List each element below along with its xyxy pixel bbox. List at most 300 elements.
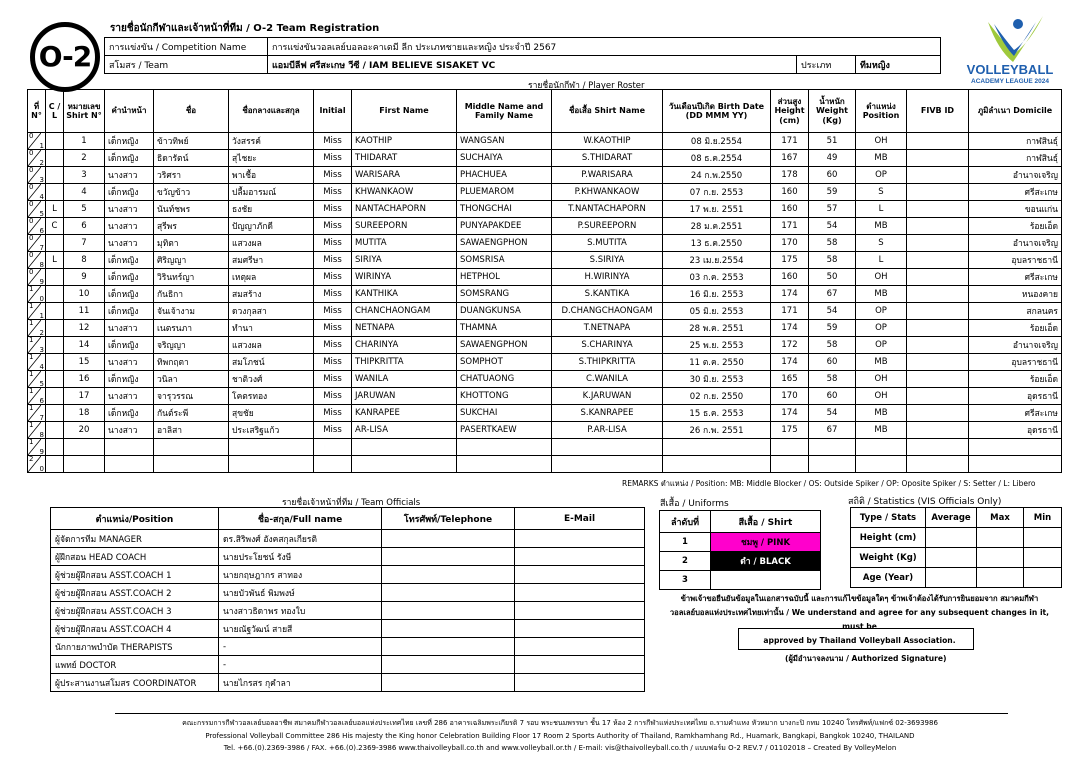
cell-stat-average: [926, 548, 977, 568]
row-number-digit-2: 4: [39, 363, 44, 371]
header-info-table: [104, 37, 941, 74]
form-code-logo: O-2: [30, 22, 100, 92]
cell-weight: 67: [809, 286, 856, 303]
cell-cl: [46, 133, 64, 150]
cell-first-name: SUREEPORN: [352, 218, 457, 235]
cell-domicile: [969, 439, 1062, 456]
table-row: [28, 303, 1062, 320]
cell-title: นางสาว: [105, 167, 154, 184]
cell-shirt-no: 5: [64, 201, 105, 218]
cell-official-position: นักกายภาพบำบัด THERAPISTS: [51, 638, 219, 656]
cell-family-name: PHACHUEA: [457, 167, 552, 184]
cell-domicile: กาฬสินธุ์: [969, 150, 1062, 167]
cell-cl: [46, 286, 64, 303]
row-number-digit-2: 0: [39, 295, 44, 303]
cell-name-th: ทิพกฤตา: [154, 354, 229, 371]
cell-uniform-color: ดำ / BLACK: [711, 552, 821, 571]
cell-position: L: [856, 252, 907, 269]
cell-fivb-id: [907, 388, 969, 405]
table-row: [28, 286, 1062, 303]
cell-fivb-id: [907, 184, 969, 201]
cell-name-th: ศิริญญา: [154, 252, 229, 269]
cell-fivb-id: [907, 269, 969, 286]
cell-first-name: JARUWAN: [352, 388, 457, 405]
cell-uniform-order: 2: [660, 552, 711, 571]
cell-weight: 67: [809, 422, 856, 439]
cell-initial: [314, 456, 352, 473]
table-row: [51, 620, 645, 638]
table-row: [28, 337, 1062, 354]
cell-shirt-no: 1: [64, 133, 105, 150]
cell-official-email: [515, 602, 645, 620]
cell-weight: 59: [809, 320, 856, 337]
cell-initial: Miss: [314, 252, 352, 269]
cell-family-name: [457, 439, 552, 456]
cell-fivb-id: [907, 405, 969, 422]
cell-name-th: จริญญา: [154, 337, 229, 354]
row-number-digit-2: 7: [39, 244, 44, 252]
col-weight: น้ำหนัก Weight (Kg): [809, 90, 856, 133]
col-first-name: First Name: [352, 90, 457, 133]
cell-first-name: MUTITA: [352, 235, 457, 252]
cell-domicile: ร้อยเอ็ด: [969, 320, 1062, 337]
logo-subtitle: ACADEMY LEAGUE 2024: [971, 78, 1049, 85]
cell-weight: 50: [809, 269, 856, 286]
cell-birth-date: 16 มิ.ย. 2553: [663, 286, 771, 303]
cell-initial: Miss: [314, 388, 352, 405]
cell-height: 175: [771, 252, 809, 269]
cell-shirt-name: S.KANRAPEE: [552, 405, 663, 422]
cell-shirt-name: D.CHANGCHAONGAM: [552, 303, 663, 320]
cell-weight: 54: [809, 303, 856, 320]
cell-family-name: PASERTKAEW: [457, 422, 552, 439]
cell-cl: [46, 150, 64, 167]
cell-surname-th: โคตรทอง: [229, 388, 314, 405]
row-number-digit-1: 0: [29, 166, 34, 174]
cell-domicile: ขอนแก่น: [969, 201, 1062, 218]
row-number-cell: [28, 439, 46, 456]
cell-shirt-no: 12: [64, 320, 105, 337]
remarks: REMARKS ตำแหน่ง / Position: MB: Middle Blocker / OS: Outside Spiker / OP: Oposite Spiker / S: Setter / L: Libero: [622, 479, 1036, 488]
cell-cl: [46, 439, 64, 456]
cell-official-email: [515, 638, 645, 656]
row-number-cell: [28, 388, 46, 405]
cell-official-name: นายไกรสร กุคำลา: [219, 674, 382, 692]
cell-official-position: ผู้ช่วยผู้ฝึกสอน ASST.COACH 4: [51, 620, 219, 638]
cell-name-th: จารุวรรณ: [154, 388, 229, 405]
cell-family-name: SOMSRISA: [457, 252, 552, 269]
cell-name-th: วริศรา: [154, 167, 229, 184]
table-row: [51, 602, 645, 620]
col-official-phone: โทรศัพท์/Telephone: [382, 508, 515, 530]
cell-shirt-name: T.NETNAPA: [552, 320, 663, 337]
cell-position: OP: [856, 167, 907, 184]
cell-position: MB: [856, 405, 907, 422]
cell-family-name: KHOTTONG: [457, 388, 552, 405]
cell-fivb-id: [907, 439, 969, 456]
cell-surname-th: สมสร้าง: [229, 286, 314, 303]
cell-name-th: ข้าวทิพย์: [154, 133, 229, 150]
cell-surname-th: [229, 456, 314, 473]
row-number-digit-1: 0: [29, 132, 34, 140]
cell-first-name: THIDARAT: [352, 150, 457, 167]
cell-birth-date: 11 ต.ค. 2550: [663, 354, 771, 371]
cell-cl: [46, 371, 64, 388]
cell-birth-date: 25 พ.ย. 2553: [663, 337, 771, 354]
table-row: [28, 252, 1062, 269]
col-stat-max: Max: [977, 508, 1024, 528]
competition-label: การแข่งขัน / Competition Name: [105, 38, 268, 56]
cell-surname-th: ทำนา: [229, 320, 314, 337]
cell-shirt-no: 4: [64, 184, 105, 201]
cell-cl: [46, 269, 64, 286]
uniforms-header-row: [660, 511, 821, 533]
table-row: [28, 218, 1062, 235]
col-shirt-no: หมายเลข Shirt N°: [64, 90, 105, 133]
cell-official-name: นายณัฐวัฒน์ สายสี: [219, 620, 382, 638]
cell-surname-th: ปลื้มอารมณ์: [229, 184, 314, 201]
cell-shirt-no: 14: [64, 337, 105, 354]
col-title: คำนำหน้า: [105, 90, 154, 133]
cell-birth-date: 03 ก.ค. 2553: [663, 269, 771, 286]
row-number-digit-1: 1: [29, 353, 34, 361]
cell-height: 174: [771, 286, 809, 303]
cell-fivb-id: [907, 422, 969, 439]
footer-line-3: Tel. +66.(0).2369-3986 / FAX. +66.(0).2369-3986 www.thaivolleyball.co.th and www.volleyball.or.th / E-mail: vis@thaivolleyball.co.th / แบบฟอร์ม O-2 REV.7 / 01102018 – Created By VolleyMelon: [223, 744, 897, 752]
cell-domicile: ศรีสะเกษ: [969, 184, 1062, 201]
cell-surname-th: ดวงกุลสา: [229, 303, 314, 320]
cell-stat-type: Age (Year): [851, 568, 926, 588]
row-number-digit-1: 0: [29, 268, 34, 276]
cell-first-name: [352, 439, 457, 456]
cell-weight: 54: [809, 218, 856, 235]
cell-name-th: สุรีพร: [154, 218, 229, 235]
cell-family-name: HETPHOL: [457, 269, 552, 286]
cell-domicile: กาฬสินธุ์: [969, 133, 1062, 150]
row-number-digit-1: 1: [29, 438, 34, 446]
cell-shirt-no: 10: [64, 286, 105, 303]
cell-cl: C: [46, 218, 64, 235]
cell-first-name: KHWANKAOW: [352, 184, 457, 201]
cell-shirt-no: 3: [64, 167, 105, 184]
cell-official-name: นายกฤษฎากร สาทอง: [219, 566, 382, 584]
row-number-digit-2: 6: [39, 397, 44, 405]
cell-position: L: [856, 201, 907, 218]
cell-initial: Miss: [314, 286, 352, 303]
cell-first-name: CHARINYA: [352, 337, 457, 354]
cell-name-th: อาลิสา: [154, 422, 229, 439]
cell-official-email: [515, 530, 645, 548]
col-official-position: ตำแหน่ง/Position: [51, 508, 219, 530]
cell-shirt-no: 9: [64, 269, 105, 286]
row-number-cell: [28, 184, 46, 201]
col-official-name: ชื่อ-สกุล/Full name: [219, 508, 382, 530]
cell-weight: [809, 456, 856, 473]
category-value: ทีมหญิง: [856, 56, 941, 74]
col-initial: Initial: [314, 90, 352, 133]
cell-first-name: SIRIYA: [352, 252, 457, 269]
cell-height: 160: [771, 184, 809, 201]
roster-header-row: [28, 90, 1062, 133]
cell-surname-th: สุไชยะ: [229, 150, 314, 167]
cell-cl: [46, 422, 64, 439]
cell-weight: 49: [809, 150, 856, 167]
table-row: [28, 201, 1062, 218]
statistics-header-row: [851, 508, 1062, 528]
cell-family-name: SUCHAIYA: [457, 150, 552, 167]
row-number-digit-1: 2: [29, 455, 34, 463]
cell-official-phone: [382, 566, 515, 584]
cell-height: 171: [771, 133, 809, 150]
table-row: [851, 528, 1062, 548]
cell-shirt-no: 11: [64, 303, 105, 320]
row-number-cell: [28, 235, 46, 252]
cell-first-name: AR-LISA: [352, 422, 457, 439]
cell-shirt-name: W.KAOTHIP: [552, 133, 663, 150]
cell-domicile: ร้อยเอ็ด: [969, 371, 1062, 388]
cell-height: 171: [771, 303, 809, 320]
cell-position: MB: [856, 150, 907, 167]
cell-official-phone: [382, 638, 515, 656]
table-row: [28, 439, 1062, 456]
cell-cl: [46, 303, 64, 320]
cell-title: นางสาว: [105, 320, 154, 337]
row-number-digit-2: 9: [39, 448, 44, 456]
cell-weight: 60: [809, 354, 856, 371]
player-roster-table: [27, 89, 1062, 473]
cell-shirt-no: 17: [64, 388, 105, 405]
cell-initial: Miss: [314, 201, 352, 218]
cell-fivb-id: [907, 303, 969, 320]
cell-birth-date: 28 ม.ค.2551: [663, 218, 771, 235]
row-number-digit-2: 8: [39, 431, 44, 439]
row-number-digit-2: 1: [39, 142, 44, 150]
cell-birth-date: [663, 439, 771, 456]
table-row: [51, 638, 645, 656]
cell-shirt-name: [552, 456, 663, 473]
cell-weight: 58: [809, 337, 856, 354]
cell-shirt-no: 20: [64, 422, 105, 439]
cell-official-phone: [382, 584, 515, 602]
statistics-body: [851, 528, 1062, 588]
cell-surname-th: สุขชัย: [229, 405, 314, 422]
cell-official-phone: [382, 620, 515, 638]
table-row: [28, 150, 1062, 167]
col-stat-type: Type / Stats: [851, 508, 926, 528]
cell-shirt-no: 16: [64, 371, 105, 388]
cell-name-th: นันท์ชพร: [154, 201, 229, 218]
footer: [60, 717, 1060, 755]
cell-birth-date: 02 ก.ย. 2550: [663, 388, 771, 405]
cell-height: 160: [771, 269, 809, 286]
cell-height: 174: [771, 320, 809, 337]
cell-shirt-name: S.KANTIKA: [552, 286, 663, 303]
cell-name-th: ธิดารัตน์: [154, 150, 229, 167]
row-number-digit-2: 2: [39, 159, 44, 167]
col-stat-average: Average: [926, 508, 977, 528]
row-number-digit-2: 1: [39, 312, 44, 320]
cell-cl: [46, 320, 64, 337]
signature-label: (ผู้มีอำนาจลงนาม / Authorized Signature): [785, 654, 947, 663]
cell-domicile: อำนาจเจริญ: [969, 337, 1062, 354]
cell-name-th: กันต์ระพี: [154, 405, 229, 422]
cell-title: เด็กหญิง: [105, 269, 154, 286]
col-domicile: ภูมิลำเนา Domicile: [969, 90, 1062, 133]
cell-official-position: ผู้ประสานงานสโมสร COORDINATOR: [51, 674, 219, 692]
cell-weight: 54: [809, 405, 856, 422]
roster-label: รายชื่อนักกีฬา / Player Roster: [528, 81, 645, 91]
row-number-digit-2: 9: [39, 278, 44, 286]
cell-surname-th: แสวงผล: [229, 235, 314, 252]
table-row: [28, 235, 1062, 252]
row-number-cell: [28, 201, 46, 218]
cell-official-name: ดร.สิริพงศ์ อังคสกุลเกียรติ: [219, 530, 382, 548]
col-official-email: E-Mail: [515, 508, 645, 530]
row-number-digit-2: 2: [39, 329, 44, 337]
table-row: [28, 167, 1062, 184]
row-number-digit-2: 6: [39, 227, 44, 235]
cell-initial: [314, 439, 352, 456]
cell-shirt-no: 15: [64, 354, 105, 371]
cell-initial: Miss: [314, 150, 352, 167]
cell-fivb-id: [907, 456, 969, 473]
cell-family-name: PLUEMAROM: [457, 184, 552, 201]
row-number-cell: [28, 218, 46, 235]
table-row: [51, 548, 645, 566]
cell-official-name: นายประโยชน์ รังษี: [219, 548, 382, 566]
table-row: [28, 184, 1062, 201]
cell-uniform-order: 3: [660, 571, 711, 590]
cell-official-email: [515, 674, 645, 692]
cell-position: OP: [856, 303, 907, 320]
cell-name-th: วนิลา: [154, 371, 229, 388]
cell-birth-date: 23 เม.ย.2554: [663, 252, 771, 269]
cell-weight: 51: [809, 133, 856, 150]
cell-weight: [809, 439, 856, 456]
cell-fivb-id: [907, 133, 969, 150]
col-position: ตำแหน่ง Position: [856, 90, 907, 133]
cell-fivb-id: [907, 150, 969, 167]
cell-weight: 60: [809, 167, 856, 184]
cell-domicile: หนองคาย: [969, 286, 1062, 303]
row-number-digit-2: 3: [39, 346, 44, 354]
cell-fivb-id: [907, 371, 969, 388]
row-number-digit-1: 0: [29, 149, 34, 157]
table-row: [660, 571, 821, 590]
officials-label: รายชื่อเจ้าหน้าที่ทีม / Team Officials: [282, 498, 421, 508]
row-number-cell: [28, 405, 46, 422]
cell-official-name: นางสาวธิดาพร ทองใบ: [219, 602, 382, 620]
cell-official-name: -: [219, 638, 382, 656]
cell-domicile: ร้อยเอ็ด: [969, 218, 1062, 235]
cell-official-email: [515, 566, 645, 584]
row-number-cell: [28, 133, 46, 150]
col-fivb-id: FIVB ID: [907, 90, 969, 133]
cell-family-name: [457, 456, 552, 473]
cell-position: MB: [856, 354, 907, 371]
cell-stat-type: Weight (Kg): [851, 548, 926, 568]
cell-cl: [46, 456, 64, 473]
cell-official-position: ผู้จัดการทีม MANAGER: [51, 530, 219, 548]
cell-family-name: THONGCHAI: [457, 201, 552, 218]
row-number-cell: [28, 456, 46, 473]
col-cl: C / L: [46, 90, 64, 133]
cell-initial: Miss: [314, 133, 352, 150]
cell-height: 175: [771, 422, 809, 439]
cell-shirt-name: S.MUTITA: [552, 235, 663, 252]
cell-initial: Miss: [314, 167, 352, 184]
row-number-digit-1: 0: [29, 234, 34, 242]
cell-surname-th: พาเชื้อ: [229, 167, 314, 184]
cell-cl: [46, 405, 64, 422]
row-number-digit-2: 7: [39, 414, 44, 422]
cell-name-th: [154, 456, 229, 473]
cell-official-email: [515, 584, 645, 602]
cell-cl: [46, 167, 64, 184]
cell-shirt-no: 18: [64, 405, 105, 422]
footer-line-2: Professional Volleyball Committee 286 His majesty the King honor Celebration Building Floor 17 Room 2 Sports Authority of Thailand, Ramkhamhang Rd., Huamark, Bangkapi, Bangkok 10240, THAILAND: [205, 731, 915, 740]
signature-box[interactable]: [738, 628, 974, 650]
club-value: แอมบีลีฟ ศรีสะเกษ วีซี / IAM BELIEVE SISAKET VC: [268, 56, 797, 74]
cell-position: OP: [856, 320, 907, 337]
cell-surname-th: ปัญญาภักดี: [229, 218, 314, 235]
cell-title: นางสาว: [105, 235, 154, 252]
cell-height: 174: [771, 405, 809, 422]
row-number-cell: [28, 422, 46, 439]
row-number-cell: [28, 320, 46, 337]
table-row: [51, 530, 645, 548]
form-title: รายชื่อนักกีฬาและเจ้าหน้าที่ทีม / O-2 Team Registration: [110, 23, 380, 34]
cell-birth-date: 24 ก.พ.2550: [663, 167, 771, 184]
cell-height: 170: [771, 235, 809, 252]
cell-fivb-id: [907, 286, 969, 303]
row-number-cell: [28, 371, 46, 388]
table-row: [851, 548, 1062, 568]
cell-official-position: ผู้ช่วยผู้ฝึกสอน ASST.COACH 1: [51, 566, 219, 584]
cell-birth-date: 05 มิ.ย. 2553: [663, 303, 771, 320]
col-shirt-name: ชื่อเสื้อ Shirt Name: [552, 90, 663, 133]
team-officials-table: [50, 507, 645, 692]
row-number-cell: [28, 354, 46, 371]
cell-initial: Miss: [314, 218, 352, 235]
cell-shirt-name: P.WARISARA: [552, 167, 663, 184]
cell-family-name: CHATUAONG: [457, 371, 552, 388]
table-row: [28, 371, 1062, 388]
cell-family-name: DUANGKUNSA: [457, 303, 552, 320]
cell-cl: L: [46, 201, 64, 218]
cell-first-name: KANRAPEE: [352, 405, 457, 422]
cell-official-phone: [382, 548, 515, 566]
row-number-cell: [28, 167, 46, 184]
cell-position: [856, 456, 907, 473]
cell-uniform-color: ชมพู / PINK: [711, 533, 821, 552]
cell-stat-max: [977, 568, 1024, 588]
table-row: [28, 405, 1062, 422]
cell-initial: Miss: [314, 320, 352, 337]
cell-height: 178: [771, 167, 809, 184]
cell-family-name: SAWAENGPHON: [457, 235, 552, 252]
cell-first-name: NETNAPA: [352, 320, 457, 337]
uniforms-table: [659, 510, 821, 590]
cell-uniform-order: 1: [660, 533, 711, 552]
cell-birth-date: 28 พ.ค. 2551: [663, 320, 771, 337]
row-number-digit-2: 5: [39, 210, 44, 218]
table-row: [851, 568, 1062, 588]
cell-official-phone: [382, 656, 515, 674]
table-row: [51, 584, 645, 602]
cell-birth-date: 26 ก.พ. 2551: [663, 422, 771, 439]
cell-domicile: อำนาจเจริญ: [969, 167, 1062, 184]
